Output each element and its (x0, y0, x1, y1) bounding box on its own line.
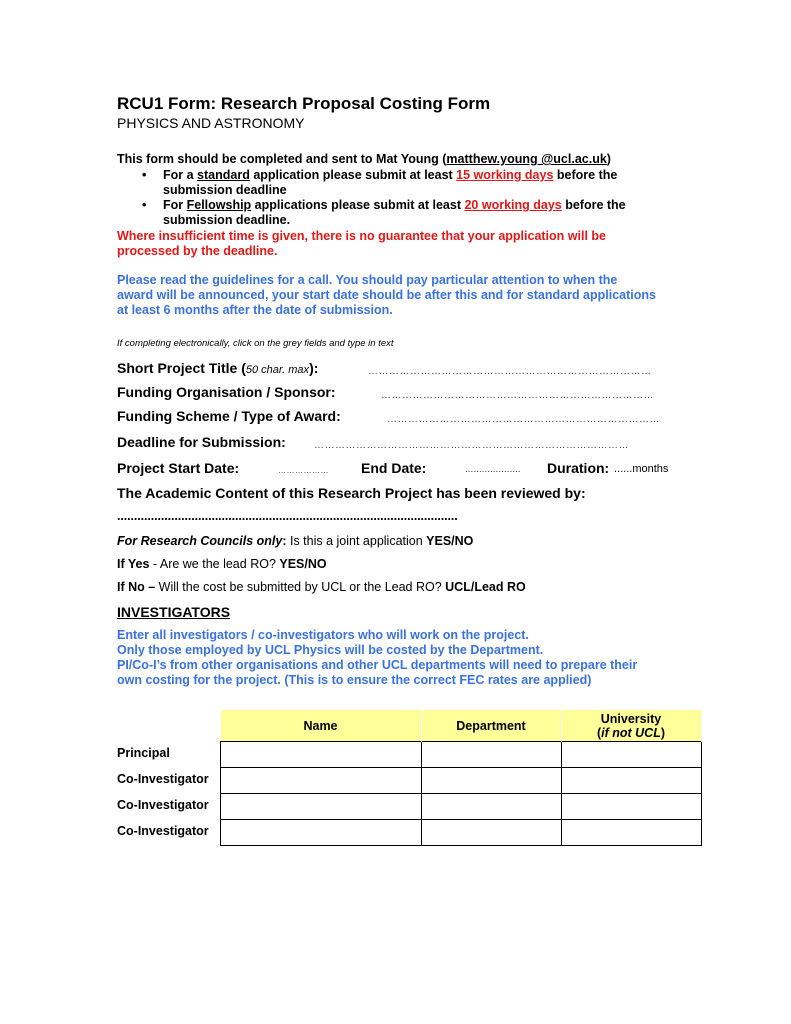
investigators-note-3: PI/Co-I’s from other organisations and other UCL departments will need to prepare their (117, 658, 638, 672)
bullet-fellowship-days: 20 working days (464, 198, 562, 212)
q1-text: Is this a joint application (286, 534, 427, 548)
q2-label: If Yes (117, 557, 150, 571)
q2-answer[interactable]: YES/NO (279, 557, 327, 571)
intro-suffix: ) (606, 152, 611, 166)
warning-line-1: Where insufficient time is given, there is no guarantee that your application will be (117, 229, 606, 243)
table-row (221, 742, 702, 768)
reviewed-label: The Academic Content of this Research Project has been reviewed by: (117, 485, 586, 501)
bullet-standard-mid: application please submit at least (249, 168, 457, 182)
coi-2-department-cell[interactable] (421, 794, 561, 820)
guidelines-line-3: at least 6 months after the date of submission. (117, 303, 393, 317)
q3-text: Will the cost be submitted by UCL or the Lead RO? (155, 580, 446, 594)
table-header-row (221, 710, 702, 742)
warning-line-2: processed by the deadline. (117, 244, 278, 258)
duration-label: Duration: (547, 460, 610, 476)
guidelines-line-1: Please read the guidelines for a call. You should pay particular attention to when the (117, 273, 618, 287)
principal-name-cell[interactable] (221, 742, 422, 768)
table-row (221, 820, 702, 846)
intro-line (117, 152, 611, 166)
university-header-note (562, 726, 701, 740)
coi-2-name-cell[interactable] (221, 794, 422, 820)
table-row (221, 768, 702, 794)
funding-org-field[interactable]: …………………………………………………………………… (381, 390, 654, 401)
coi-1-department-cell[interactable] (421, 768, 561, 794)
column-header-name: Name (221, 710, 422, 742)
q1-colon: : (282, 534, 287, 548)
bullet-standard-days: 15 working days (456, 168, 554, 182)
end-date-field[interactable]: .................... (465, 464, 521, 475)
coi-3-university-cell[interactable] (561, 820, 701, 846)
column-header-university (561, 710, 701, 742)
coi-1-university-cell[interactable] (561, 768, 701, 794)
bullet-standard-line2: submission deadline (163, 183, 287, 197)
table-row (221, 794, 702, 820)
bullet-dot: • (142, 168, 147, 182)
bullet-dot: • (142, 198, 147, 212)
bullet-fellowship-line2: submission deadline. (163, 213, 291, 227)
q1-label: For Research Councils only (117, 534, 283, 548)
bullet-fellowship-pre: For (163, 198, 187, 212)
electronic-note: If completing electronically, click on the grey fields and type in text (117, 338, 394, 349)
start-date-label: Project Start Date: (117, 460, 240, 476)
university-note-open: ( (596, 725, 602, 740)
q3-label: If No – (117, 580, 156, 594)
intro-prefix: This form should be completed and sent to Mat Young ( (117, 152, 447, 166)
question-joint-application (117, 534, 473, 548)
funding-scheme-field[interactable]: …………………………………………………………………… (387, 414, 660, 425)
university-header-text: University (600, 711, 662, 726)
university-note-close: ) (660, 725, 666, 740)
guidelines-line-2: award will be announced, your start date should be after this and for standard applications (117, 288, 656, 302)
short-title-close: ): (309, 360, 319, 376)
investigators-heading: INVESTIGATORS (117, 604, 231, 620)
deadline-field[interactable]: ……………………………………………………………………………… (314, 440, 629, 451)
investigators-note-2: Only those employed by UCL Physics will be costed by the Department. (117, 643, 544, 657)
short-title-label-text: Short Project Title ( (117, 360, 246, 376)
coi-3-name-cell[interactable] (221, 820, 422, 846)
page-title: RCU1 Form: Research Proposal Costing Form (117, 94, 491, 113)
row-label-principal: Principal (117, 746, 170, 760)
bullet-standard (163, 168, 617, 182)
duration-field[interactable]: ......months (614, 463, 669, 475)
investigators-note-1: Enter all investigators / co-investigators who will work on the project. (117, 628, 529, 642)
funding-scheme-label: Funding Scheme / Type of Award: (117, 408, 341, 424)
deadline-label: Deadline for Submission: (117, 434, 286, 450)
coi-2-university-cell[interactable] (561, 794, 701, 820)
bullet-fellowship-mid: applications please submit at least (251, 198, 465, 212)
principal-department-cell[interactable] (421, 742, 561, 768)
question-cost-submission (117, 580, 526, 594)
coi-1-name-cell[interactable] (221, 768, 422, 794)
bullet-fellowship-kind: Fellowship (186, 198, 252, 212)
email-link[interactable]: matthew.young @ucl.ac.uk (446, 152, 607, 166)
bullet-fellowship-post: before the (561, 198, 626, 212)
column-header-department: Department (421, 710, 561, 742)
q2-text: - Are we the lead RO? (149, 557, 280, 571)
principal-university-cell[interactable] (561, 742, 701, 768)
funding-org-label: Funding Organisation / Sponsor: (117, 384, 336, 400)
q1-answer[interactable]: YES/NO (426, 534, 474, 548)
question-lead-ro (117, 557, 327, 571)
row-label-co-investigator: Co-Investigator (117, 772, 209, 786)
investigators-table (220, 710, 702, 846)
bullet-standard-post: before the (553, 168, 618, 182)
reviewed-field[interactable]: ..................................................................................................... (117, 509, 458, 523)
bullet-standard-kind: standard (197, 168, 250, 182)
coi-3-department-cell[interactable] (421, 820, 561, 846)
end-date-label: End Date: (361, 460, 427, 476)
page-subtitle: PHYSICS AND ASTRONOMY (117, 115, 305, 131)
investigators-note-4: own costing for the project. (This is to ensure the correct FEC rates are applied) (117, 673, 592, 687)
short-title-label (117, 360, 318, 376)
bullet-fellowship (163, 198, 626, 212)
row-label-co-investigator: Co-Investigator (117, 798, 209, 812)
short-title-field[interactable]: ……………………………………………………………………… (368, 366, 652, 377)
bullet-standard-pre: For a (163, 168, 198, 182)
start-date-field[interactable]: ……………… (278, 466, 329, 475)
row-label-co-investigator: Co-Investigator (117, 824, 209, 838)
university-note-text: if not UCL (601, 725, 661, 740)
short-title-hint: 50 char. max (245, 364, 310, 376)
q3-answer[interactable]: UCL/Lead RO (445, 580, 526, 594)
